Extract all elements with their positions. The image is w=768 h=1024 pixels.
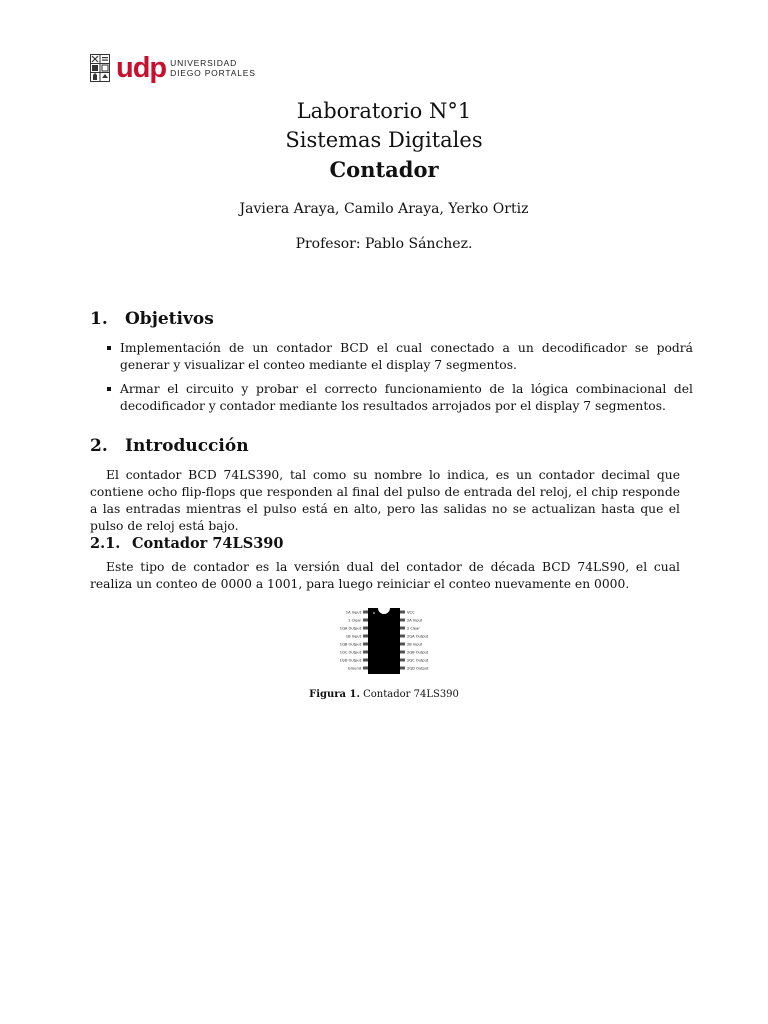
section-heading-objetivos (90, 309, 214, 329)
chip-pinout-figure (330, 606, 438, 676)
logo-line-1: UNIVERSIDAD (170, 58, 238, 68)
pin-label: VCC (407, 610, 415, 615)
logo-line-2: DIEGO PORTALES (170, 68, 256, 78)
chip-pin (400, 619, 405, 622)
chip-pin (363, 611, 368, 614)
caption-label: Figura 1. (309, 689, 360, 700)
section-heading-introduccion (90, 436, 249, 456)
intro-paragraph: El contador BCD 74LS390, tal como su nombre lo indica, es un contador decimal que contiene ocho flip-flops que responden al final del pulso de entrada del reloj, el chip responde a las entradas mientras el pulso está en alto, pero las salidas no se actualizan hasta que el pulso de reloj está bajo. (90, 468, 680, 533)
chip-pin (400, 627, 405, 630)
authors: Javiera Araya, Camilo Araya, Yerko Ortiz (239, 201, 529, 217)
figure-caption (0, 689, 768, 700)
pin-label: 2 Clear (407, 626, 420, 631)
title-line-1: Laboratorio N°1 (296, 99, 472, 123)
pin-label: 1QD Output (339, 658, 361, 663)
pin-label: 2QC Output (407, 658, 429, 663)
section-title: Objetivos (125, 309, 214, 329)
logo-caption (170, 58, 256, 78)
pin-label: 2QA Output (407, 634, 429, 639)
caption-text: Contador 74LS390 (363, 689, 459, 700)
pin-label: 2B Input (407, 642, 423, 647)
chip-pin (400, 643, 405, 646)
pin-label: 1A Input (345, 610, 361, 615)
logo-wordmark: udp (116, 52, 167, 84)
chip-pin (400, 651, 405, 654)
university-logo (90, 53, 256, 83)
subsection-title: Contador 74LS390 (132, 535, 284, 552)
list-item (107, 381, 693, 415)
pin-label: 1 Clear (348, 618, 361, 623)
title-line-2: Sistemas Digitales (285, 128, 483, 152)
left-pin-labels (339, 611, 361, 671)
chip-pin (400, 667, 405, 670)
section-number: 1. (90, 309, 108, 329)
chip-pin (363, 627, 368, 630)
pin1-marker (373, 612, 375, 614)
chip-pin (363, 635, 368, 638)
chip-pin (363, 619, 368, 622)
pin-label: 1QA Output (339, 626, 361, 631)
pin-label: 1B Input (345, 634, 361, 639)
pin-label: 2A Input (407, 618, 423, 623)
pin-label: 2QB Output (407, 650, 429, 655)
bullet-icon (107, 346, 111, 350)
chip-pin (400, 659, 405, 662)
subsection-number: 2.1. (90, 535, 121, 552)
chip-pin (363, 643, 368, 646)
section-title: Introducción (125, 436, 249, 456)
list-item-text: Implementación de un contador BCD el cual conectado a un decodificador se podrá generar y visualizar el conteo mediante el display 7 segmentos. (120, 341, 693, 372)
chip-body (368, 608, 400, 674)
section-number: 2. (90, 436, 108, 456)
pin-label: 2QD Output (407, 666, 429, 671)
subsection-heading-contador (90, 535, 283, 552)
bullet-icon (107, 387, 111, 391)
right-pin-labels (407, 611, 429, 671)
list-item-text: Armar el circuito y probar el correcto funcionamiento de la lógica combinacional del decodificador y contador mediante los resultados arrojados por el display 7 segmentos. (120, 382, 693, 413)
pin-label: 1QB Output (339, 642, 361, 647)
contador-paragraph: Este tipo de contador es la versión dual del contador de década BCD 74LS90, el cual realiza un conteo de 0000 a 1001, para luego reiniciar el conteo nuevamente en 0000. (90, 560, 680, 591)
pin-label: 1QC Output (339, 650, 361, 655)
list-item (107, 340, 693, 374)
chip-pin (400, 635, 405, 638)
chip-pin (363, 667, 368, 670)
pin-label: Ground (347, 666, 361, 671)
professor: Profesor: Pablo Sánchez. (295, 236, 473, 252)
title-line-3: Contador (329, 157, 439, 182)
chip-pin (363, 659, 368, 662)
chip-pin (400, 611, 405, 614)
crest-icon (90, 54, 110, 82)
chip-pin (363, 651, 368, 654)
